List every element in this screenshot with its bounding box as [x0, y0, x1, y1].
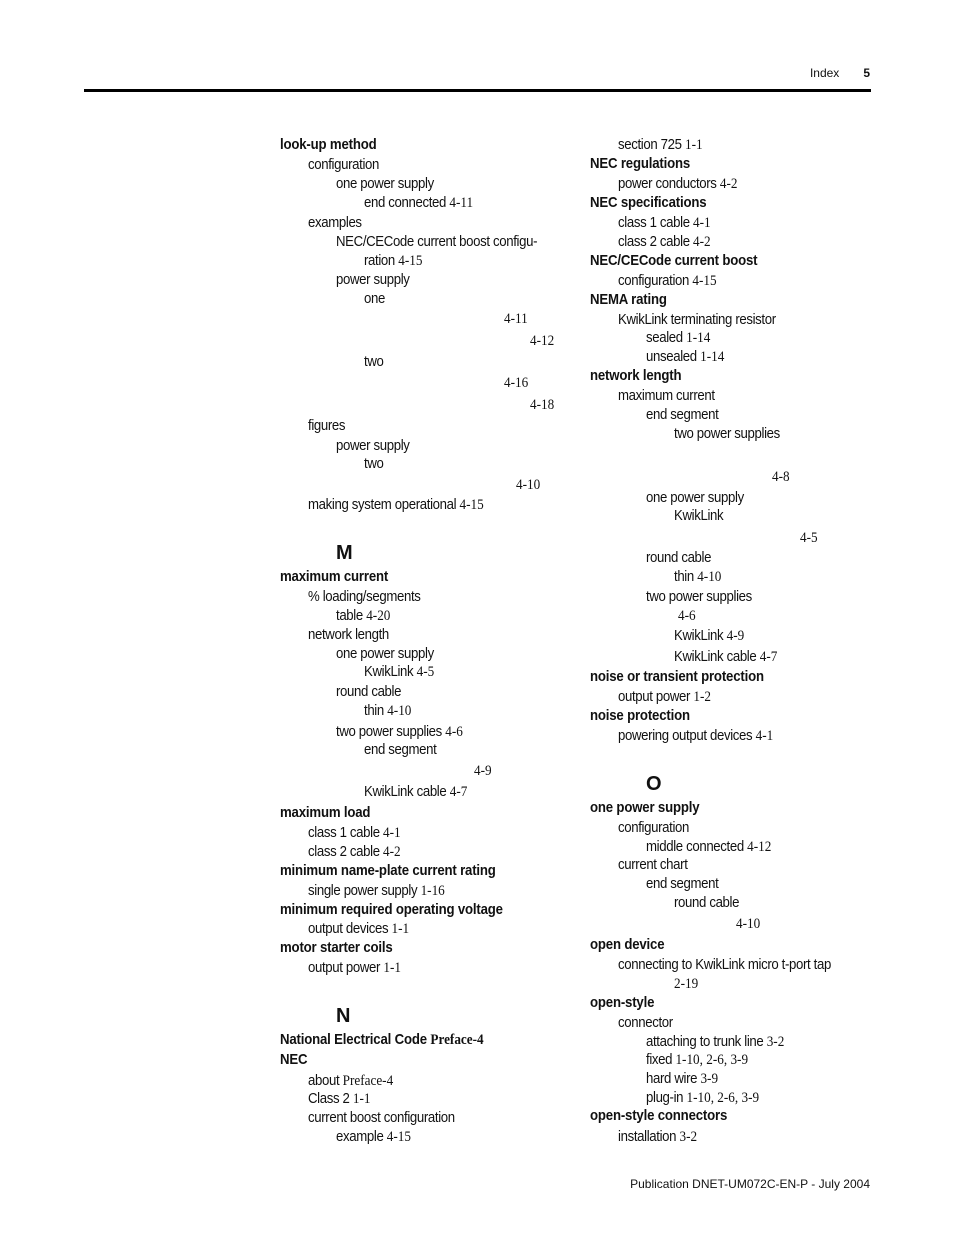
entry-term: ration	[364, 252, 395, 269]
entry-term: single power supply	[308, 882, 418, 899]
page-reference: 4-2	[383, 844, 401, 860]
entry-term: connector	[618, 1014, 673, 1031]
index-subentry	[364, 252, 422, 270]
entry-term: NEC/CECode current boost configu-	[336, 233, 538, 250]
index-subentry	[336, 271, 410, 289]
page-reference: 4-9	[474, 763, 492, 779]
index-subentry	[772, 468, 790, 486]
entry-term: sealed	[646, 329, 683, 346]
index-entry	[280, 1031, 484, 1049]
index-subentry	[674, 568, 721, 586]
index-subentry	[308, 588, 421, 606]
entry-term: NEC regulations	[590, 155, 691, 172]
index-subentry	[678, 607, 696, 625]
entry-term: end segment	[364, 741, 437, 758]
index-subentry	[674, 507, 723, 525]
page-reference: 4-9	[726, 628, 745, 644]
index-subentry	[646, 1089, 759, 1107]
entry-term: attaching to trunk line	[646, 1033, 764, 1050]
index-subentry	[504, 374, 528, 392]
index-entry	[590, 252, 757, 270]
page-reference: 1-1	[391, 921, 410, 937]
index-subentry	[336, 645, 434, 663]
entry-term: end segment	[646, 875, 719, 892]
entry-term: look-up method	[280, 136, 377, 153]
page-reference: 3-2	[679, 1129, 698, 1145]
entry-term: output devices	[308, 920, 389, 937]
page-reference: 4-7	[759, 649, 778, 665]
page-reference: 3-2	[766, 1034, 785, 1050]
entry-term: power conductors	[618, 175, 717, 192]
entry-term: minimum name-plate current rating	[280, 862, 496, 879]
page-number: 5	[863, 66, 870, 80]
entry-term: installation	[618, 1128, 677, 1145]
index-entry	[280, 568, 388, 586]
entry-term: round cable	[646, 549, 712, 566]
entry-term: end connected	[364, 194, 447, 211]
index-entry	[590, 155, 690, 173]
index-entry	[280, 804, 370, 822]
index-subentry	[618, 311, 776, 329]
entry-term: KwikLink	[674, 627, 724, 644]
page-reference: 4-11	[504, 311, 528, 327]
index-subentry	[308, 882, 445, 900]
entry-term: power supply	[336, 271, 410, 288]
entry-term: end segment	[646, 406, 719, 423]
entry-term: KwikLink	[674, 507, 724, 524]
entry-term: open-style connectors	[590, 1107, 728, 1124]
entry-term: network length	[308, 626, 389, 643]
entry-term: making system operational	[308, 496, 457, 513]
entry-term: table	[336, 607, 363, 624]
entry-term: middle connected	[646, 838, 744, 855]
entry-term: output power	[618, 688, 691, 705]
page-reference: 4-16	[504, 375, 529, 391]
index-subentry	[646, 489, 744, 507]
entry-term: output power	[308, 959, 381, 976]
index-subentry	[308, 626, 389, 644]
index-entry	[590, 707, 690, 725]
index-subentry	[336, 1128, 411, 1146]
page-reference: 4-12	[747, 839, 772, 855]
index-subentry	[618, 175, 737, 193]
page-reference: 4-15	[459, 497, 484, 513]
page-reference: 1-14	[700, 349, 725, 365]
index-subentry	[308, 920, 409, 938]
page-reference: 4-1	[693, 215, 711, 231]
page-reference: 1-10, 2-6, 3-9	[686, 1090, 760, 1106]
entry-term: motor starter coils	[280, 939, 393, 956]
index-subentry	[618, 272, 717, 290]
entry-term: one power supply	[590, 799, 700, 816]
index-subentry	[336, 437, 410, 455]
page-reference: 4-7	[449, 784, 468, 800]
index-subentry	[646, 1033, 784, 1051]
entry-term: thin	[364, 702, 384, 719]
index-subentry	[336, 175, 434, 193]
section-letter	[336, 1005, 350, 1027]
index-entry	[280, 1051, 307, 1069]
page-reference: 4-6	[678, 608, 696, 624]
entry-term: one power supply	[336, 175, 434, 192]
index-subentry	[474, 762, 492, 780]
entry-term: two	[364, 353, 384, 370]
index-subentry	[674, 627, 744, 645]
page-reference: 4-2	[719, 176, 738, 192]
entry-term: two power supplies	[336, 723, 442, 740]
index-subentry	[308, 959, 401, 977]
index-entry	[590, 994, 654, 1012]
index-entry	[280, 862, 496, 880]
page-header	[810, 66, 870, 80]
entry-term: KwikLink cable	[364, 783, 447, 800]
index-entry	[590, 668, 764, 686]
index-subentry	[364, 353, 383, 371]
index-subentry	[504, 310, 528, 328]
index-subentry	[646, 1051, 748, 1069]
entry-term: hard wire	[646, 1070, 698, 1087]
page-reference: 4-11	[449, 195, 474, 211]
entry-term: two power supplies	[646, 588, 752, 605]
index-subentry	[364, 783, 467, 801]
index-subentry	[308, 214, 362, 232]
index-subentry	[516, 476, 540, 494]
page-reference: 4-10	[697, 569, 722, 585]
section-letter-text: N	[336, 1005, 351, 1027]
page-reference: 4-10	[387, 703, 412, 719]
entry-term: configuration	[308, 156, 380, 173]
index-subentry	[618, 856, 688, 874]
page-reference: 4-8	[772, 469, 790, 485]
page-reference: 1-1	[684, 137, 703, 153]
entry-term: noise or transient protection	[590, 668, 764, 685]
index-entry	[280, 901, 503, 919]
page-reference: 1-1	[352, 1091, 371, 1107]
index-subentry	[364, 702, 411, 720]
entry-term: examples	[308, 214, 362, 231]
index-subentry	[646, 406, 718, 424]
index-subentry	[364, 194, 473, 212]
index-subentry	[364, 741, 436, 759]
index-subentry	[308, 1090, 370, 1108]
entry-term: two	[364, 455, 384, 472]
entry-term: KwikLink cable	[674, 648, 757, 665]
index-subentry	[308, 824, 401, 842]
index-subentry	[618, 956, 831, 974]
index-subentry	[646, 875, 718, 893]
index-subentry	[618, 136, 703, 154]
page-reference: Preface-4	[342, 1073, 394, 1089]
entry-term: connecting to KwikLink micro t-port tap	[618, 956, 831, 973]
index-subentry	[308, 496, 484, 514]
entry-term: % loading/segments	[308, 588, 421, 605]
index-subentry	[618, 214, 711, 232]
entry-term: noise protection	[590, 707, 690, 724]
index-subentry	[736, 915, 760, 933]
page-reference: 4-1	[755, 728, 774, 744]
index-subentry	[646, 588, 752, 606]
page-reference: 2-19	[674, 976, 699, 992]
index-subentry	[530, 396, 554, 414]
entry-term: figures	[308, 417, 346, 434]
index-subentry	[336, 723, 463, 741]
page-reference: 4-15	[398, 253, 423, 269]
index-entry	[590, 799, 699, 817]
entry-term: example	[336, 1128, 384, 1145]
index-subentry	[646, 348, 724, 366]
index-subentry	[336, 233, 537, 251]
index-entry	[590, 291, 667, 309]
entry-term: NEMA rating	[590, 291, 667, 308]
page-reference: 1-2	[693, 689, 712, 705]
entry-term: power supply	[336, 437, 410, 454]
entry-term: one	[364, 290, 385, 307]
page-reference: 4-18	[530, 397, 555, 413]
entry-term: KwikLink	[364, 663, 414, 680]
index-entry	[590, 367, 681, 385]
index-entry	[590, 194, 706, 212]
index-subentry	[618, 688, 711, 706]
index-subentry	[364, 290, 385, 308]
index-subentry	[618, 727, 773, 745]
entry-term: current chart	[618, 856, 688, 873]
entry-term: Class 2	[308, 1090, 350, 1107]
page-reference: 4-5	[800, 530, 818, 546]
index-subentry	[336, 607, 390, 625]
index-subentry	[646, 329, 710, 347]
header-section: Index	[809, 66, 840, 80]
page-reference: 4-15	[692, 273, 717, 289]
entry-term: plug-in	[646, 1089, 684, 1106]
entry-term: KwikLink terminating resistor	[618, 311, 776, 328]
entry-term: NEC/CECode current boost	[590, 252, 758, 269]
entry-term: two power supplies	[674, 425, 780, 442]
entry-term: round cable	[674, 894, 740, 911]
index-subentry	[364, 455, 383, 473]
entry-term: powering output devices	[618, 727, 753, 744]
index-subentry	[336, 683, 401, 701]
index-subentry	[674, 648, 777, 666]
section-letter-text: O	[646, 773, 662, 795]
index-subentry	[308, 1109, 455, 1127]
index-subentry	[646, 838, 771, 856]
entry-term: fixed	[646, 1051, 673, 1068]
page-reference: 3-9	[700, 1071, 719, 1087]
page-reference: 1-16	[420, 883, 445, 899]
index-entry	[590, 936, 664, 954]
entry-term: maximum current	[280, 568, 389, 585]
entry-term: unsealed	[646, 348, 697, 365]
index-subentry	[308, 417, 345, 435]
index-subentry	[800, 529, 818, 547]
index-subentry	[674, 975, 698, 993]
entry-term: class 2 cable	[308, 843, 380, 860]
index-subentry	[618, 1128, 697, 1146]
index-subentry	[618, 387, 715, 405]
index-subentry	[618, 1014, 673, 1032]
entry-term: class 1 cable	[308, 824, 380, 841]
entry-term: National Electrical Code	[280, 1031, 427, 1048]
index-entry	[280, 939, 393, 957]
page-reference: 4-1	[383, 825, 401, 841]
index-subentry	[674, 894, 739, 912]
page-reference: 1-1	[383, 960, 402, 976]
page-reference: 4-10	[736, 916, 761, 932]
page-reference: 1-14	[686, 330, 711, 346]
entry-term: maximum current	[618, 387, 715, 404]
page-reference: 4-15	[386, 1129, 411, 1145]
entry-term: NEC	[280, 1051, 308, 1068]
page-reference: 1-10, 2-6, 3-9	[675, 1052, 749, 1068]
entry-term: one power supply	[646, 489, 744, 506]
index-subentry	[674, 425, 780, 443]
entry-term: class 2 cable	[618, 233, 690, 250]
header-rule	[84, 89, 871, 92]
entry-term: thin	[674, 568, 694, 585]
page-reference: 4-12	[530, 333, 555, 349]
entry-term: open device	[590, 936, 665, 953]
index-subentry	[646, 549, 711, 567]
page-reference: 4-10	[516, 477, 541, 493]
section-letter	[646, 773, 662, 795]
section-letter	[336, 542, 353, 564]
page-reference: 4-6	[445, 724, 463, 740]
entry-term: NEC specifications	[590, 194, 707, 211]
page-reference: 4-5	[416, 664, 435, 680]
index-subentry	[308, 1072, 393, 1090]
entry-term: class 1 cable	[618, 214, 690, 231]
entry-term: minimum required operating voltage	[280, 901, 503, 918]
page-reference: 4-2	[693, 234, 711, 250]
page-reference: 4-20	[366, 608, 391, 624]
publication-footer: Publication DNET-UM072C-EN-P - July 2004	[630, 1177, 870, 1191]
index-subentry	[618, 233, 711, 251]
index-subentry	[618, 819, 689, 837]
entry-term: one power supply	[336, 645, 434, 662]
entry-term: network length	[590, 367, 682, 384]
entry-term: configuration	[618, 272, 690, 289]
index-entry	[280, 136, 377, 154]
index-subentry	[308, 156, 379, 174]
index-subentry	[646, 1070, 718, 1088]
index-entry	[590, 1107, 727, 1125]
index-subentry	[308, 843, 401, 861]
entry-term: open-style	[590, 994, 655, 1011]
page-reference: Preface-4	[430, 1032, 484, 1048]
section-letter-text: M	[336, 542, 353, 564]
entry-term: current boost configuration	[308, 1109, 455, 1126]
entry-term: maximum load	[280, 804, 371, 821]
entry-term: round cable	[336, 683, 402, 700]
entry-term: section 725	[618, 136, 682, 153]
index-subentry	[530, 332, 554, 350]
entry-term: configuration	[618, 819, 690, 836]
entry-term: about	[308, 1072, 340, 1089]
index-subentry	[364, 663, 434, 681]
